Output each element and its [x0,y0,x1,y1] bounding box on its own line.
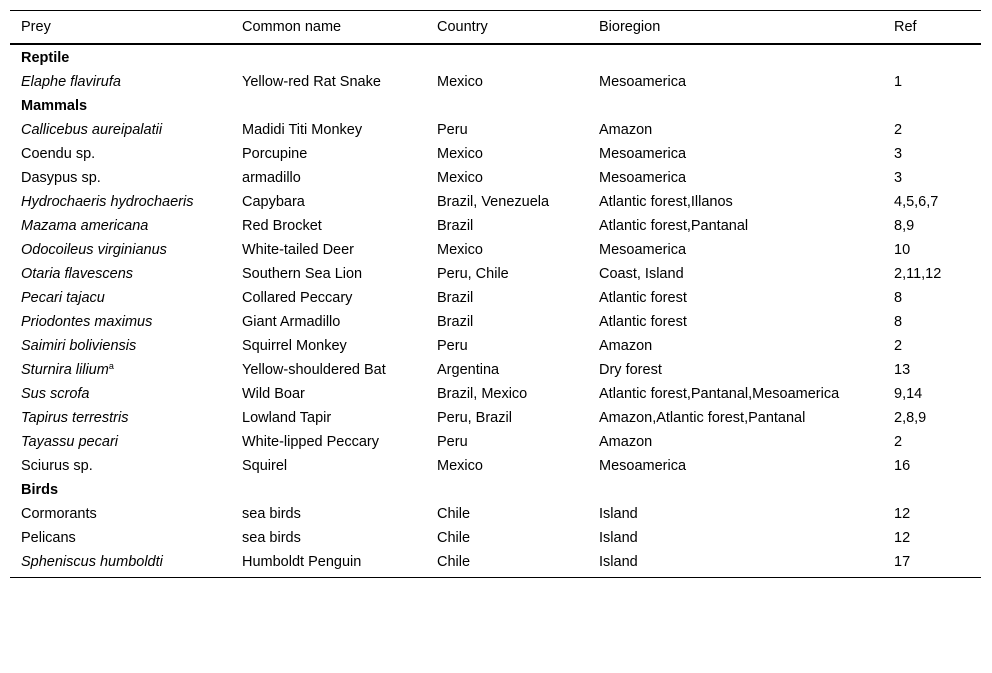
table-row [10,359,981,383]
table-header [10,11,981,45]
table-row [10,167,981,191]
cell-ref: 2,8,9 [894,410,927,426]
cell-common-name: Giant Armadillo [242,314,341,330]
cell-country: Peru [437,122,468,138]
cell-ref: 3 [894,146,903,162]
group-row [10,95,981,119]
species-name: Tapirus terrestris [21,410,129,426]
cell-common-name: armadillo [242,170,301,186]
cell-ref: 16 [894,458,911,474]
cell-common-name: sea birds [242,506,301,522]
cell-ref: 2 [894,338,903,354]
cell-ref: 8,9 [894,218,915,234]
cell-bioregion: Dry forest [599,362,662,378]
cell-bioregion: Mesoamerica [599,74,687,90]
cell-prey [10,455,231,479]
cell-bioregion: Mesoamerica [599,458,687,474]
cell-bioregion: Coast, Island [599,266,684,282]
cell-ref: 3 [894,170,903,186]
table-row [10,455,981,479]
cell-prey [10,527,231,551]
cell-prey [10,239,231,263]
cell-bioregion: Island [599,506,638,522]
cell-prey [10,311,231,335]
cell-ref: 10 [894,242,911,258]
table-row [10,527,981,551]
cell-ref: 12 [894,530,911,546]
cell-common-name: Lowland Tapir [242,410,332,426]
cell-bioregion: Amazon [599,434,653,450]
species-name: Sturnira lilium [21,362,109,378]
cell-country: Chile [437,554,471,570]
species-name: Elaphe flavirufa [21,74,121,90]
cell-prey [10,263,231,287]
cell-country: Brazil, Venezuela [437,194,550,210]
cell-bioregion: Atlantic forest,Illanos [599,194,733,210]
cell-bioregion: Amazon [599,122,653,138]
cell-bioregion: Amazon,Atlantic forest,Pantanal [599,410,806,426]
species-name: Tayassu pecari [21,434,118,450]
cell-prey [10,191,231,215]
group-row [10,44,981,71]
species-name: Sciurus sp. [21,458,93,474]
group-label: Birds [21,482,59,498]
cell-prey [10,143,231,167]
cell-common-name: Collared Peccary [242,290,353,306]
cell-country: Peru [437,434,468,450]
header-row [10,11,981,45]
species-name: Saimiri boliviensis [21,338,137,354]
species-name: Sus scrofa [21,386,90,402]
cell-common-name: Squirrel Monkey [242,338,347,354]
cell-common-name: Yellow-shouldered Bat [242,362,386,378]
header-prey: Prey [21,19,51,35]
species-name: Coendu sp. [21,146,96,162]
cell-ref: 13 [894,362,911,378]
header-ref: Ref [894,19,917,35]
species-name: Pelicans [21,530,76,546]
cell-prey [10,503,231,527]
cell-country: Brazil [437,314,474,330]
cell-ref: 8 [894,314,903,330]
cell-bioregion: Atlantic forest [599,314,687,330]
table-row [10,335,981,359]
species-name: Odocoileus virginianus [21,242,167,258]
cell-prey [10,359,231,383]
cell-prey [10,167,231,191]
table-row [10,407,981,431]
table-row [10,383,981,407]
cell-bioregion: Atlantic forest,Pantanal,Mesoamerica [599,386,840,402]
cell-common-name: Capybara [242,194,305,210]
table-row [10,287,981,311]
cell-common-name: Wild Boar [242,386,305,402]
cell-country: Argentina [437,362,500,378]
species-name: Callicebus aureipalatii [21,122,163,138]
prey-table-container [10,10,981,578]
species-name: Priodontes maximus [21,314,153,330]
group-label: Mammals [21,98,88,114]
cell-prey [10,431,231,455]
table-row [10,239,981,263]
cell-country: Brazil, Mexico [437,386,528,402]
cell-prey [10,215,231,239]
cell-prey [10,551,231,578]
group-label: Reptile [21,50,70,66]
table-row [10,119,981,143]
table-row [10,215,981,239]
cell-common-name: Southern Sea Lion [242,266,363,282]
cell-ref: 2 [894,122,903,138]
cell-country: Mexico [437,170,483,186]
cell-ref: 4,5,6,7 [894,194,939,210]
species-name: Pecari tajacu [21,290,105,306]
cell-common-name: Red Brocket [242,218,322,234]
species-name: Otaria flavescens [21,266,134,282]
cell-bioregion: Atlantic forest [599,290,687,306]
cell-ref: 2 [894,434,903,450]
cell-prey [10,407,231,431]
cell-bioregion: Amazon [599,338,653,354]
cell-country: Brazil [437,290,474,306]
prey-table [10,10,981,578]
cell-ref: 2,11,12 [894,266,942,282]
species-name: Dasypus sp. [21,170,101,186]
table-row [10,503,981,527]
cell-ref: 1 [894,74,903,90]
cell-ref: 17 [894,554,911,570]
cell-country: Peru [437,338,468,354]
table-row [10,311,981,335]
cell-prey [10,71,231,95]
cell-common-name: Yellow-red Rat Snake [242,74,381,90]
cell-country: Mexico [437,458,483,474]
cell-bioregion: Island [599,554,638,570]
header-bioregion: Bioregion [599,19,661,35]
species-name: Spheniscus humboldti [21,554,163,570]
cell-country: Peru, Brazil [437,410,512,426]
cell-common-name: sea birds [242,530,301,546]
cell-common-name: White-tailed Deer [242,242,355,258]
cell-country: Peru, Chile [437,266,509,282]
cell-ref: 9,14 [894,386,923,402]
cell-bioregion: Mesoamerica [599,242,687,258]
cell-common-name: Porcupine [242,146,308,162]
footnote-marker: a [108,361,114,371]
cell-country: Chile [437,506,471,522]
cell-country: Mexico [437,74,483,90]
cell-prey [10,383,231,407]
cell-country: Chile [437,530,471,546]
cell-prey [10,119,231,143]
cell-bioregion: Island [599,530,638,546]
cell-country: Brazil [437,218,474,234]
cell-country: Mexico [437,242,483,258]
table-row [10,431,981,455]
cell-ref: 12 [894,506,911,522]
cell-bioregion: Mesoamerica [599,170,687,186]
species-name: Cormorants [21,506,97,522]
cell-country: Mexico [437,146,483,162]
cell-prey [10,287,231,311]
cell-common-name: White-lipped Peccary [242,434,379,450]
group-row [10,479,981,503]
cell-bioregion: Mesoamerica [599,146,687,162]
cell-common-name: Humboldt Penguin [242,554,362,570]
table-row [10,191,981,215]
cell-prey [10,335,231,359]
table-row [10,71,981,95]
cell-common-name: Squirel [242,458,288,474]
table-row [10,551,981,578]
cell-bioregion: Atlantic forest,Pantanal [599,218,749,234]
species-name: Hydrochaeris hydrochaeris [21,194,194,210]
table-body [10,44,981,578]
cell-ref: 8 [894,290,903,306]
header-country: Country [437,19,488,35]
table-row [10,263,981,287]
table-row [10,143,981,167]
species-name: Mazama americana [21,218,149,234]
cell-common-name: Madidi Titi Monkey [242,122,363,138]
header-common-name: Common name [242,19,342,35]
